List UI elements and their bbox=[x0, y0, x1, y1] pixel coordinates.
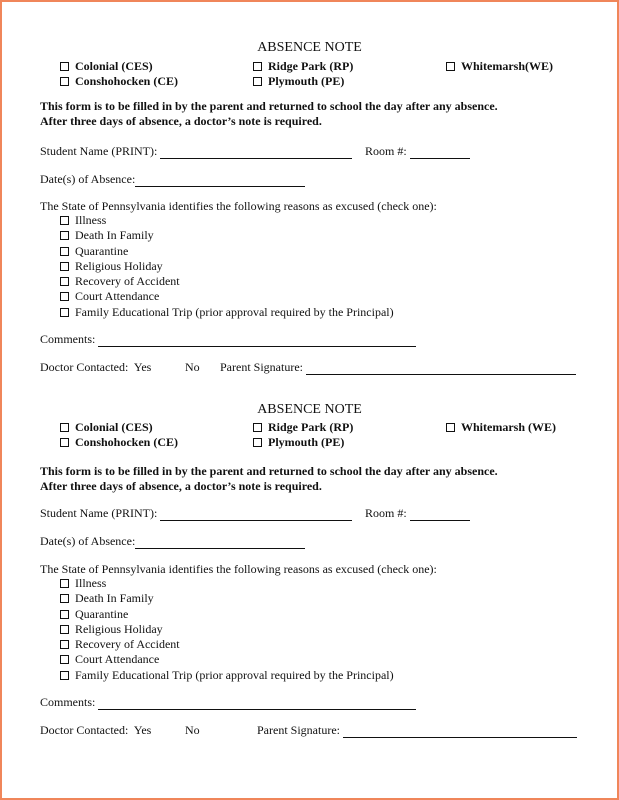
school-option-colonial[interactable]: Colonial (CES) bbox=[60, 59, 153, 74]
reason-death-in-family[interactable]: Death In Family bbox=[60, 228, 394, 243]
reason-court-attendance[interactable]: Court Attendance bbox=[60, 289, 394, 304]
checkbox-icon[interactable] bbox=[60, 671, 69, 680]
school-option-whitemarsh[interactable]: Whitemarsh(WE) bbox=[446, 59, 553, 74]
reason-quarantine[interactable]: Quarantine bbox=[60, 244, 394, 259]
checkbox-icon[interactable] bbox=[253, 423, 262, 432]
checkbox-icon[interactable] bbox=[60, 579, 69, 588]
reasons-intro: The State of Pennsylvania identifies the following reasons as excused (check one): bbox=[40, 562, 437, 576]
checkbox-icon[interactable] bbox=[253, 62, 262, 71]
checkbox-icon[interactable] bbox=[60, 640, 69, 649]
reason-recovery-of-accident[interactable]: Recovery of Accident bbox=[60, 637, 394, 652]
school-option-whitemarsh[interactable]: Whitemarsh (WE) bbox=[446, 420, 556, 435]
reason-illness[interactable]: Illness bbox=[60, 576, 394, 591]
checkbox-icon[interactable] bbox=[60, 308, 69, 317]
school-option-ridge-park[interactable]: Ridge Park (RP) bbox=[253, 420, 353, 435]
school-option-plymouth[interactable]: Plymouth (PE) bbox=[253, 74, 344, 89]
doctor-no-option[interactable]: No bbox=[185, 723, 200, 737]
school-option-ridge-park[interactable]: Ridge Park (RP) bbox=[253, 59, 353, 74]
doctor-no-option[interactable]: No bbox=[185, 360, 200, 374]
dates-row: Date(s) of Absence: bbox=[40, 172, 305, 187]
reason-court-attendance[interactable]: Court Attendance bbox=[60, 652, 394, 667]
checkbox-icon[interactable] bbox=[60, 594, 69, 603]
school-option-conshohocken[interactable]: Conshohocken (CE) bbox=[60, 74, 178, 89]
checkbox-icon[interactable] bbox=[60, 625, 69, 634]
student-name-row: Student Name (PRINT): bbox=[40, 144, 352, 159]
signature-field[interactable] bbox=[306, 362, 576, 375]
comments-field[interactable] bbox=[98, 334, 416, 347]
signature-field[interactable] bbox=[343, 725, 577, 738]
doctor-contacted-row: Doctor Contacted: Yes bbox=[40, 360, 152, 374]
form-notice: This form is to be filled in by the parent and returned to school the day after any absence. After three days of absence, a doctor’s note is required. bbox=[40, 99, 498, 128]
checkbox-icon[interactable] bbox=[60, 438, 69, 447]
reason-death-in-family[interactable]: Death In Family bbox=[60, 591, 394, 606]
signature-row: Parent Signature: bbox=[220, 360, 576, 375]
form-title: ABSENCE NOTE bbox=[257, 402, 362, 417]
checkbox-icon[interactable] bbox=[60, 423, 69, 432]
checkbox-icon[interactable] bbox=[60, 292, 69, 301]
reason-family-educational-trip[interactable]: Family Educational Trip (prior approval required by the Principal) bbox=[60, 305, 394, 320]
checkbox-icon[interactable] bbox=[60, 277, 69, 286]
school-option-colonial[interactable]: Colonial (CES) bbox=[60, 420, 153, 435]
student-name-field[interactable] bbox=[160, 146, 352, 159]
dates-row: Date(s) of Absence: bbox=[40, 534, 305, 549]
room-row: Room #: bbox=[365, 144, 470, 159]
room-field[interactable] bbox=[410, 146, 470, 159]
comments-field[interactable] bbox=[98, 697, 416, 710]
reasons-list bbox=[60, 213, 394, 320]
checkbox-icon[interactable] bbox=[60, 610, 69, 619]
reason-illness[interactable]: Illness bbox=[60, 213, 394, 228]
student-name-row: Student Name (PRINT): bbox=[40, 506, 352, 521]
doctor-yes-option[interactable]: Yes bbox=[133, 723, 152, 737]
dates-field[interactable] bbox=[135, 174, 305, 187]
checkbox-icon[interactable] bbox=[60, 247, 69, 256]
reason-religious-holiday[interactable]: Religious Holiday bbox=[60, 259, 394, 274]
reasons-intro: The State of Pennsylvania identifies the following reasons as excused (check one): bbox=[40, 199, 437, 213]
doctor-contacted-row: Doctor Contacted: Yes bbox=[40, 723, 152, 737]
dates-field[interactable] bbox=[135, 536, 305, 549]
doctor-yes-option[interactable]: Yes bbox=[133, 360, 152, 374]
comments-row: Comments: bbox=[40, 695, 416, 710]
checkbox-icon[interactable] bbox=[60, 62, 69, 71]
room-field[interactable] bbox=[410, 508, 470, 521]
reason-family-educational-trip[interactable]: Family Educational Trip (prior approval required by the Principal) bbox=[60, 668, 394, 683]
school-option-plymouth[interactable]: Plymouth (PE) bbox=[253, 435, 344, 450]
reason-religious-holiday[interactable]: Religious Holiday bbox=[60, 622, 394, 637]
checkbox-icon[interactable] bbox=[253, 438, 262, 447]
school-option-conshohocken[interactable]: Conshohocken (CE) bbox=[60, 435, 178, 450]
reason-quarantine[interactable]: Quarantine bbox=[60, 607, 394, 622]
checkbox-icon[interactable] bbox=[446, 62, 455, 71]
checkbox-icon[interactable] bbox=[60, 262, 69, 271]
checkbox-icon[interactable] bbox=[446, 423, 455, 432]
checkbox-icon[interactable] bbox=[60, 655, 69, 664]
checkbox-icon[interactable] bbox=[60, 77, 69, 86]
signature-row: Parent Signature: bbox=[257, 723, 577, 738]
form-notice: This form is to be filled in by the parent and returned to school the day after any absence. After three days of absence, a doctor’s note is required. bbox=[40, 464, 498, 493]
comments-row: Comments: bbox=[40, 332, 416, 347]
form-title: ABSENCE NOTE bbox=[257, 40, 362, 55]
reason-recovery-of-accident[interactable]: Recovery of Accident bbox=[60, 274, 394, 289]
checkbox-icon[interactable] bbox=[60, 216, 69, 225]
student-name-field[interactable] bbox=[160, 508, 352, 521]
reasons-list bbox=[60, 576, 394, 683]
checkbox-icon[interactable] bbox=[60, 231, 69, 240]
room-row: Room #: bbox=[365, 506, 470, 521]
checkbox-icon[interactable] bbox=[253, 77, 262, 86]
